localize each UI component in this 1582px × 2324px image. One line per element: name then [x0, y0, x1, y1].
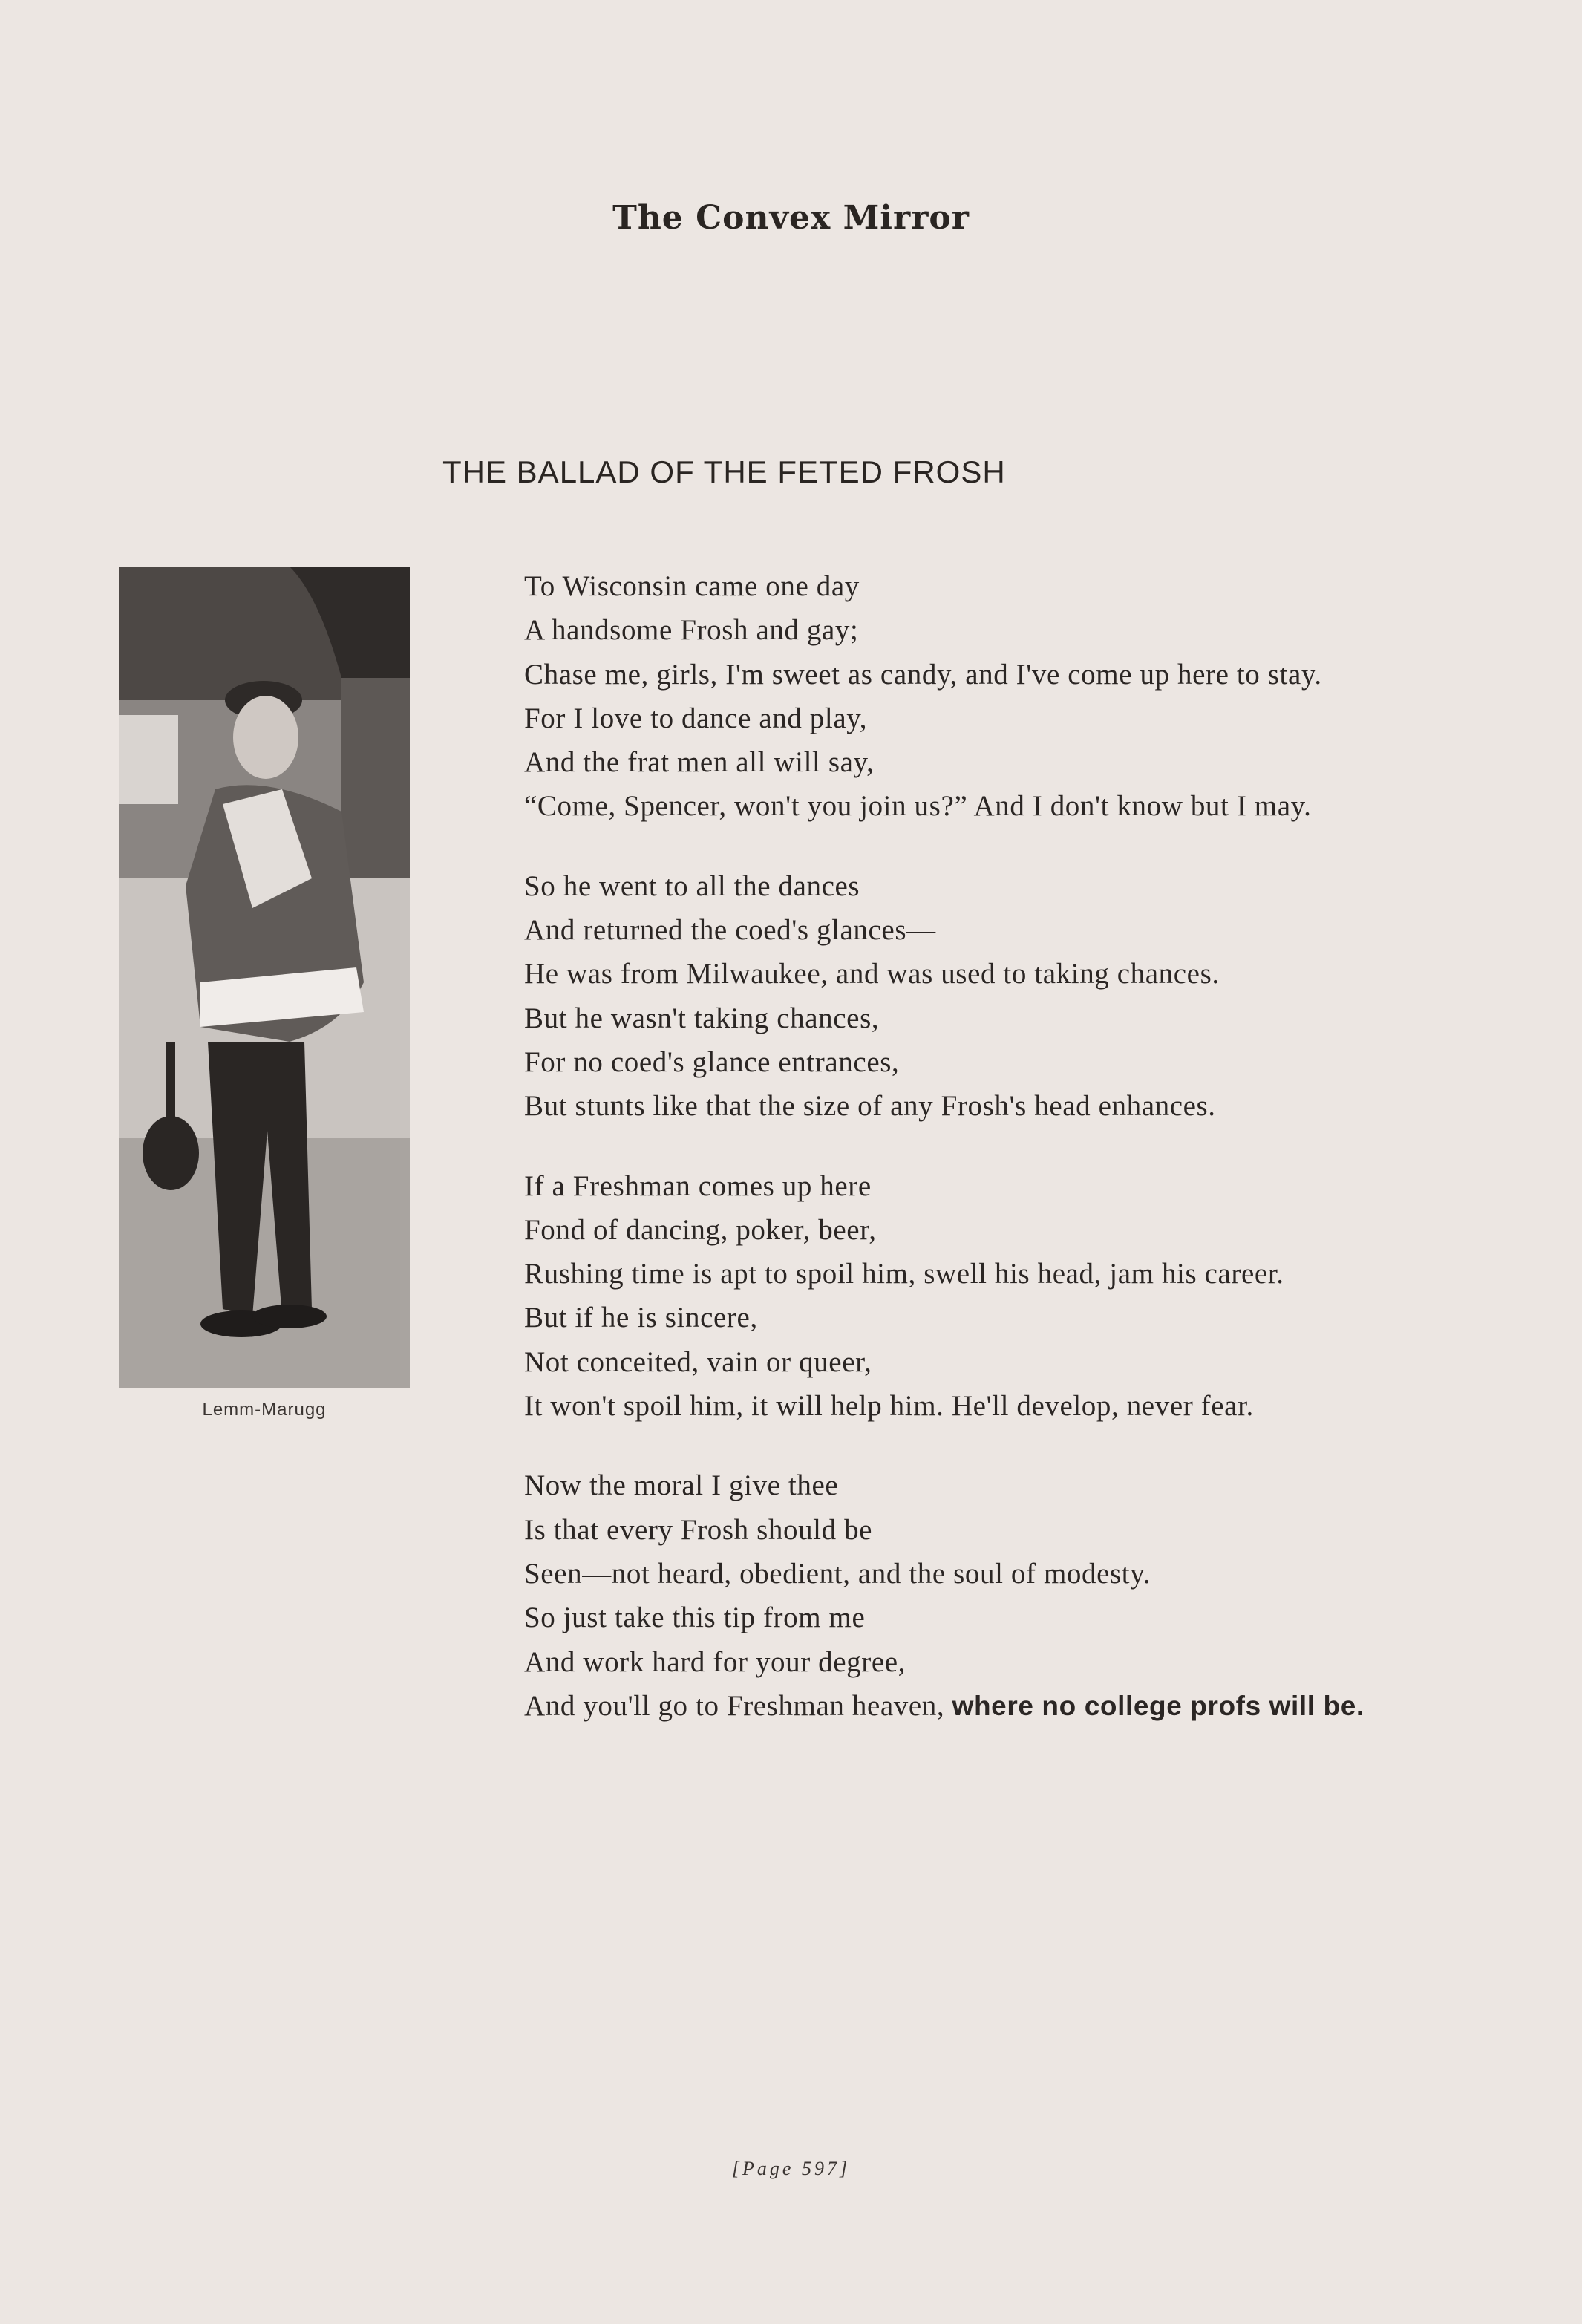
poem-line: Is that every Frosh should be — [524, 1513, 873, 1546]
poem-line: He was from Milwaukee, and was used to taking chances. — [524, 958, 1220, 990]
poem-line: But if he is sincere, — [524, 1302, 758, 1334]
poem-line: So just take this tip from me — [524, 1602, 866, 1634]
photograph — [119, 567, 410, 1388]
poem-line: But he wasn't taking chances, — [524, 1002, 880, 1034]
poem-line: Now the moral I give thee — [524, 1469, 839, 1502]
stanza-1 — [524, 564, 1460, 829]
final-line-plain: And you'll go to Freshman heaven, — [524, 1689, 952, 1722]
poem-line: Fond of dancing, poker, beer, — [524, 1213, 877, 1246]
poem-line: So he went to all the dances — [524, 869, 860, 902]
poem-line: For no coed's glance entrances, — [524, 1045, 900, 1078]
photo-caption: Lemm-Marugg — [202, 1400, 327, 1420]
poem-line: And work hard for your degree, — [524, 1645, 906, 1678]
poem-line: Not conceited, vain or queer, — [524, 1345, 872, 1378]
poem-title: THE BALLAD OF THE FETED FROSH — [442, 454, 1006, 489]
running-head: The Convex Mirror — [612, 199, 970, 237]
poem-line: A handsome Frosh and gay; — [524, 614, 859, 647]
poem-body — [524, 564, 1460, 1763]
final-line-bold: where no college profs will be. — [952, 1690, 1364, 1721]
page-number: [Page 597] — [731, 2158, 851, 2179]
stanza-4 — [524, 1463, 1460, 1728]
stanza-2 — [524, 864, 1460, 1129]
poem-line: It won't spoil him, it will help him. He'll develop, never fear. — [524, 1390, 1254, 1423]
poem-line: For I love to dance and play, — [524, 702, 868, 734]
poem-line: “Come, Spencer, won't you join us?” And I don't know but I may. — [524, 790, 1312, 823]
poem-line: Rushing time is apt to spoil him, swell his head, jam his career. — [524, 1258, 1284, 1290]
poem-line: But stunts like that the size of any Frosh's head enhances. — [524, 1090, 1216, 1123]
poem-line: Seen—not heard, obedient, and the soul of modesty. — [524, 1557, 1151, 1590]
poem-line: Chase me, girls, I'm sweet as candy, and I've come up here to stay. — [524, 658, 1322, 691]
poem-line: And returned the coed's glances— — [524, 914, 936, 947]
poem-line: To Wisconsin came one day — [524, 570, 860, 602]
poem-line: If a Freshman comes up here — [524, 1169, 872, 1202]
stanza-3 — [524, 1164, 1460, 1429]
freshman-photo-illustration — [119, 567, 410, 1388]
poem-line: And the frat men all will say, — [524, 746, 875, 779]
poem-final-line — [524, 1684, 1460, 1728]
